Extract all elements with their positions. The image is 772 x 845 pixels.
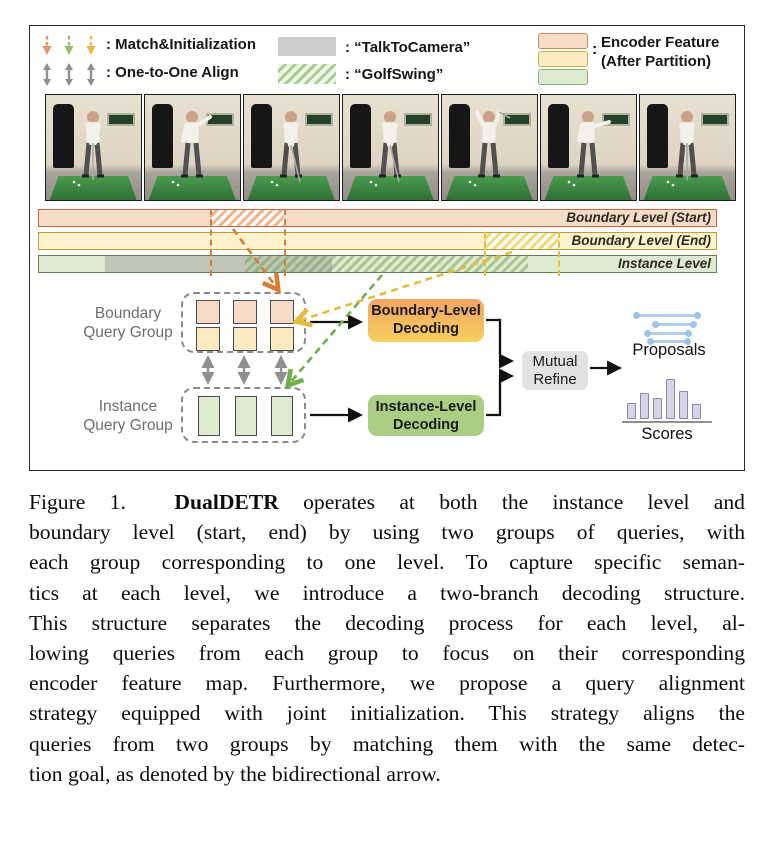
golfer-figure [367,109,413,189]
proposal-endpoint [633,312,640,319]
instance-query-label-line2: Query Group [83,416,173,434]
video-frames-row [45,94,736,201]
proposal-segment [647,332,688,335]
proposal-endpoint [652,321,659,328]
caption-line: queries from two groups by matching them with the same detec- [29,731,745,756]
video-frame [144,94,241,201]
instance-decoding-box [368,395,484,436]
boundary-start-query [196,300,220,324]
golfer-figure [565,109,611,189]
figure-panel [29,25,745,471]
golf-label: : “GolfSwing” [345,66,444,83]
guide-line [210,209,212,276]
score-bar [666,379,675,419]
encoder-swatch-end [538,51,588,67]
caption-line: lowing queries from each group to focus on their corresponding [29,641,745,666]
caption-line: This structure separates the decoding process for each level, al- [29,610,745,635]
one-to-one-align-arrows-icon [37,61,103,88]
bar-label: Boundary Level (End) [571,233,711,248]
proposals-label: Proposals [632,341,706,359]
golfer-figure [466,109,512,189]
caption-text: operates at both the instance level and [303,490,745,514]
boundary-decoding-box [368,299,484,342]
talk-to-camera-swatch [278,37,336,56]
caption-line: tion goal, as denoted by the bidirectional arrow. [29,761,441,786]
match-init-label: : Match&Initialization [106,36,256,53]
guide-line [284,209,286,276]
figure-caption [29,487,745,789]
score-bar [627,403,636,419]
caption-figure-number: Figure 1. [29,490,126,514]
bar-label: Instance Level [617,256,711,271]
video-frame [342,94,439,201]
proposal-endpoint [644,330,651,337]
golfer-figure [664,109,710,189]
instance-query [198,396,220,436]
proposal-segment [636,314,697,317]
align-label: : One-to-One Align [106,64,239,81]
mutual-refine-box [522,351,588,390]
boundary-end-query [196,327,220,351]
video-frame [441,94,538,201]
instance-query-label-line1: Instance [98,398,158,415]
encoder-label-line1: Encoder Feature [601,34,720,51]
boundary-end-query [233,327,257,351]
timeline-bar [38,255,717,273]
golfer-figure [169,109,215,189]
score-bar [679,391,688,419]
caption-line: strategy equipped with joint initialization. This strategy aligns the [29,701,745,726]
encoder-swatch-start [538,33,588,49]
instance-query [271,396,293,436]
instance-query-label [63,398,193,435]
golf-swing-swatch [278,64,336,84]
timeline-bar [38,209,717,227]
video-frame [639,94,736,201]
caption-line: each group corresponding to one level. To capture specific seman- [29,550,745,575]
video-frame [45,94,142,201]
bar-segment [484,233,558,249]
scores-baseline [622,421,712,423]
score-bar [640,393,649,419]
golfer-figure [70,109,116,189]
timeline-bar [38,232,717,250]
encoder-label-line2: (After Partition) [601,53,711,70]
boundary-query-label-line2: Query Group [83,323,173,341]
instance-decoding-line1: Instance-Level [375,399,477,415]
bar-label: Boundary Level (Start) [566,210,711,225]
caption-line [29,487,745,517]
boundary-start-query [233,300,257,324]
caption-method-name: DualDETR [174,490,279,514]
encoder-colon: : [592,41,598,58]
score-bar [653,398,662,419]
boundary-query-label [63,305,193,342]
boundary-query-label-line1: Boundary [94,305,162,322]
talk-label: : “TalkToCamera” [345,39,471,56]
golfer-figure [268,109,314,189]
guide-line [484,232,486,276]
caption-line: boundary level (start, end) by using two groups of queries, with [29,520,745,545]
instance-decoding-line2: Decoding [392,417,460,433]
match-init-arrows-icon [37,33,103,60]
boundary-decoding-line1: Boundary-Level [371,303,481,319]
guide-line [558,232,560,276]
align-double-arrows [208,359,281,381]
instance-query [235,396,257,436]
boundary-decoding-line2: Decoding [392,321,460,337]
score-bar [692,404,701,419]
boundary-start-query [270,300,294,324]
proposal-endpoint [690,321,697,328]
encoder-swatch-instance [538,69,588,85]
video-frame [243,94,340,201]
scores-label: Scores [641,425,693,443]
proposal-segment [655,323,693,326]
instance-query-group-box [181,387,306,443]
boundary-query-group-box [181,292,306,353]
caption-line: tics at each level, we introduce a two-branch decoding structure. [29,580,745,605]
boundary-end-query [270,327,294,351]
proposal-endpoint [685,330,692,337]
mutual-refine-line1: Mutual [532,353,578,370]
proposal-endpoint [694,312,701,319]
video-frame [540,94,637,201]
mutual-refine-line2: Refine [533,371,577,388]
caption-line: encoder feature map. Furthermore, we propose a query alignment [29,671,745,696]
bar-segment [210,210,284,226]
